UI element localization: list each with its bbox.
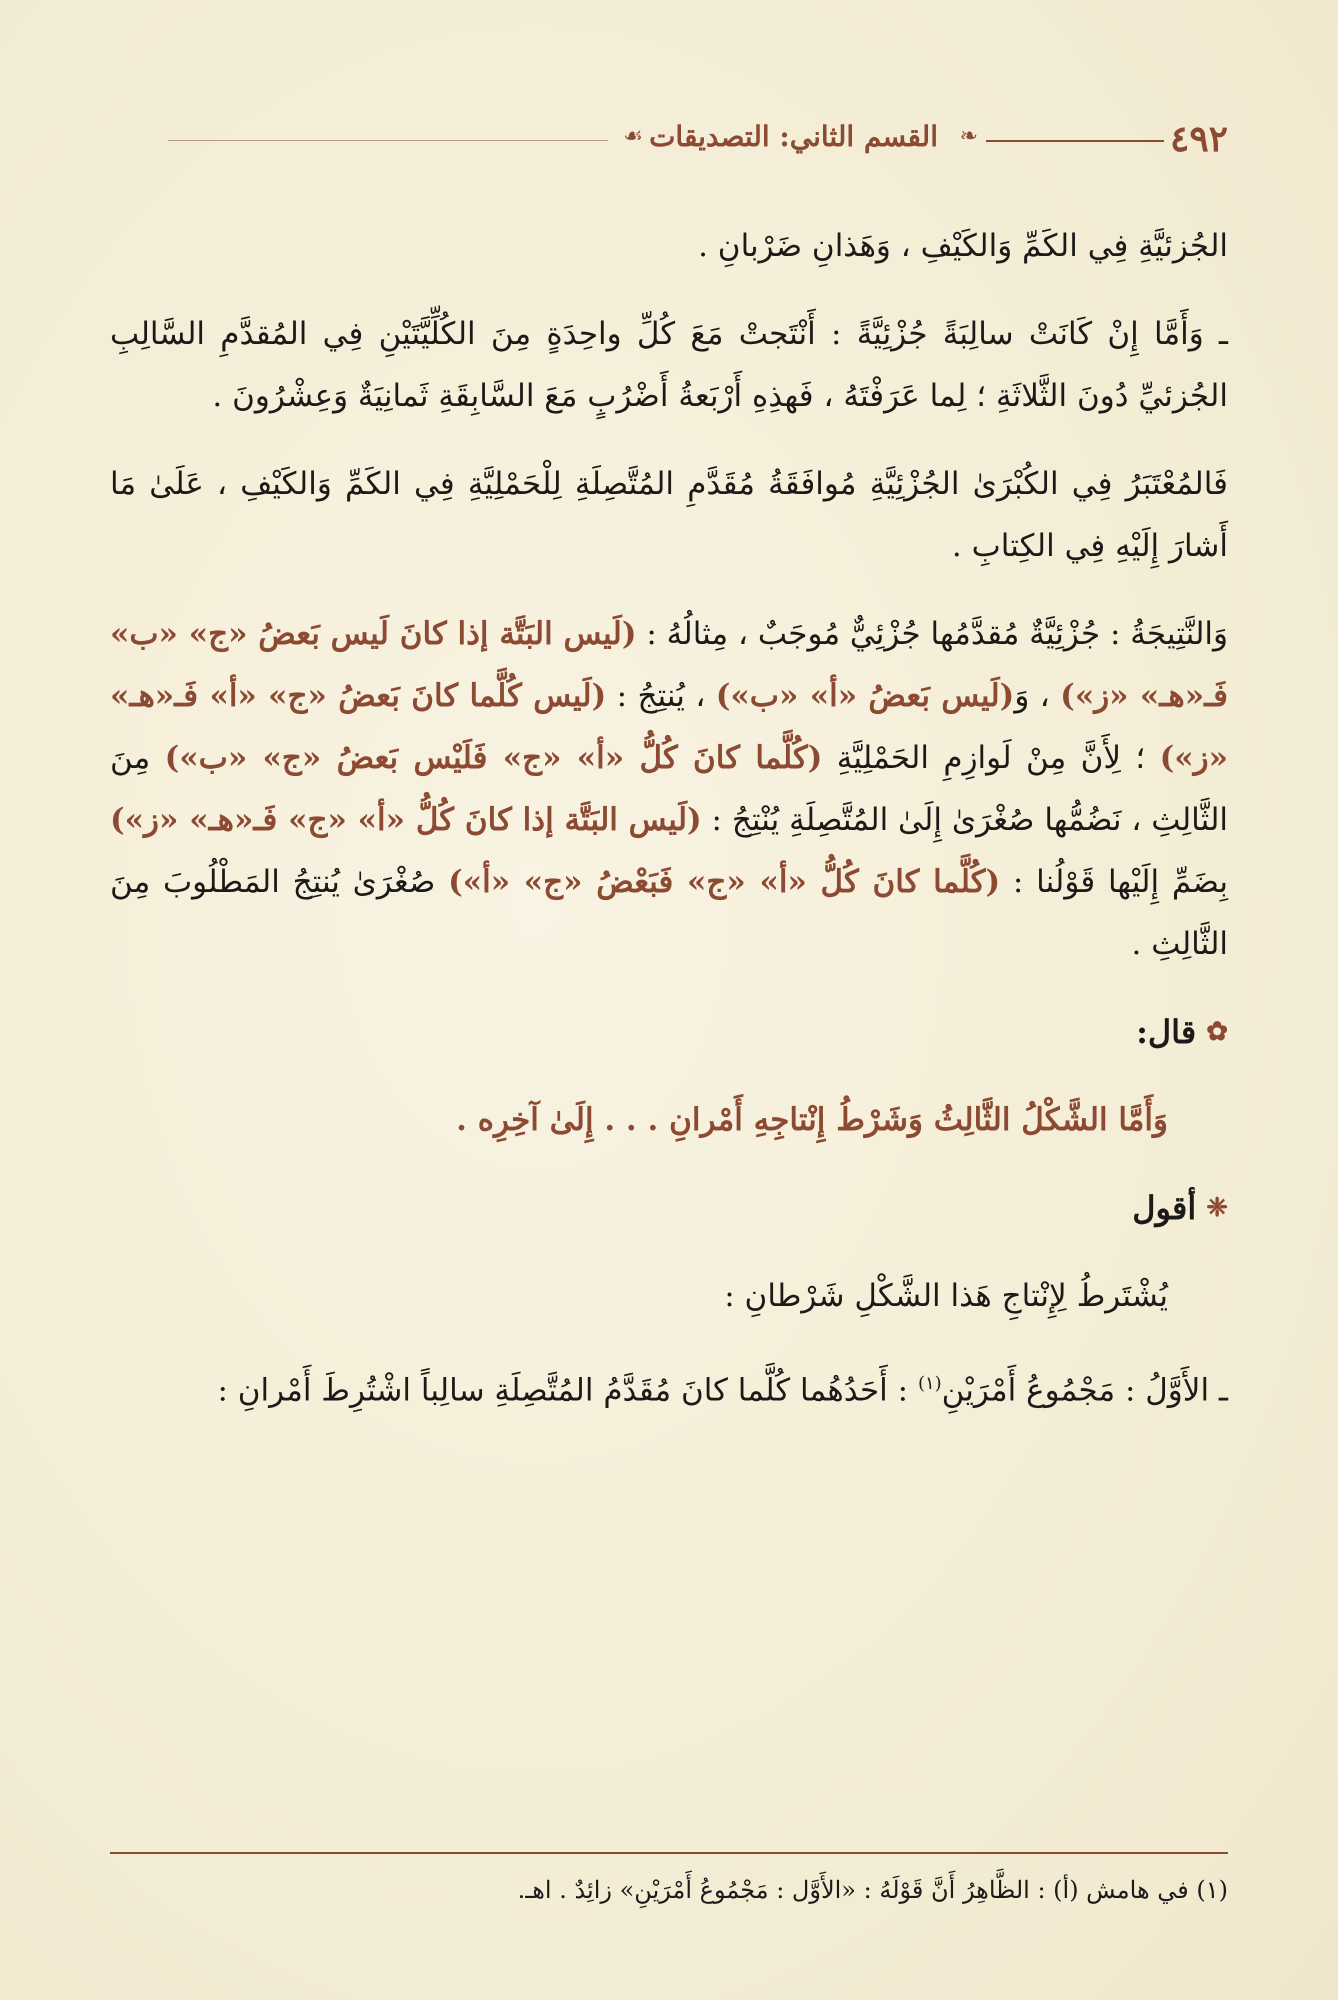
aqul-label: أقول <box>1132 1189 1197 1227</box>
example-red: (كُلَّما كانَ كُلُّ «أ» «ج» فَبَعْضُ «ج» «أ») <box>448 864 1001 900</box>
page-number: ٤٩٢ <box>1169 118 1228 160</box>
example-red: (لَيس البَتَّة إذا كانَ كُلُّ «أ» «ج» فَـ«هـ» «ز») <box>110 802 702 838</box>
qal-label: قال: <box>1136 1013 1197 1051</box>
matn-quote: وَأَمَّا الشَّكْلُ الثَّالِثُ وَشَرْطُ إِنْتاجِهِ أَمْرانِ . . . إِلَىٰ آخِرِه . <box>456 1102 1168 1138</box>
text-run: ، يُنتِجُ : <box>606 678 716 714</box>
example-red: (لَيس البَتَّة إذا كانَ لَيس بَعضُ «ج» «ب» فَـ«هـ» «ز») <box>109 616 1228 714</box>
paragraph <box>110 1353 1228 1421</box>
footnote-number: (١) <box>1196 1876 1228 1904</box>
footnote-rule <box>110 1852 1228 1854</box>
example-red: (لَيس كُلَّما كانَ بَعضُ «ج» «أ» فَـ«هـ» «ز») <box>110 678 1229 776</box>
main-text <box>110 215 1228 1447</box>
section-title: القسم الثاني: التصديقات <box>649 120 938 153</box>
text-run: : أَحَدُهُما كُلَّما كانَ مُقَدَّمُ المُتَّصِلَةِ سالِباً اشْتُرِطَ أَمْرانِ : <box>217 1372 918 1409</box>
star-icon: ❈ <box>1206 1193 1228 1223</box>
text-run: بِضَمِّ إِلَيْها قَوْلُنا : <box>1000 864 1228 900</box>
example-red: (لَيس بَعضُ «أ» «ب») <box>715 678 1015 714</box>
example-red: (كُلَّما كانَ كُلُّ «أ» «ج» فَلَيْس بَعضُ «ج» «ب») <box>164 740 823 776</box>
text-run: ، وَ <box>1014 678 1061 714</box>
text-run: وَالنَّتِيجَةُ : جُزْئِيَّةٌ مُقدَّمُها جُزْئِيٌّ مُوجَبٌ ، مِثالُهُ : <box>636 616 1228 652</box>
text-run: مِنَ الثَّالِثِ ، نَضُمُّها صُغْرَىٰ إِلَىٰ المُتَّصِلَةِ يُنْتِجُ : <box>110 740 1229 838</box>
ornament-icon: ☙ <box>623 124 643 149</box>
text-run: ـ الأَوَّلُ : مَجْمُوعُ أَمْرَيْنِ <box>941 1372 1228 1409</box>
header-rule-left <box>168 140 608 141</box>
ornament-icon: ❧ <box>959 124 978 149</box>
footnote-ref[interactable]: (١) <box>917 1373 942 1394</box>
running-header <box>110 118 1228 158</box>
header-rule-right <box>986 140 1164 142</box>
paragraph: فَالمُعْتَبَرُ فِي الكُبْرَىٰ الجُزْئِيَّةِ مُوافَقَةُ مُقَدَّمِ المُتَّصِلَةِ لِلْحَمْلِيَّةِ فِي الكَمِّ وَالكَيْفِ ، عَلَىٰ مَا أَشارَ إِلَيْهِ فِي الكِتابِ . <box>110 466 1228 564</box>
flower-icon: ✿ <box>1206 1017 1228 1047</box>
paragraph <box>110 603 1228 975</box>
aqul-heading <box>110 1177 1228 1239</box>
text-run: صُغْرَىٰ يُنتِجُ المَطْلُوبَ مِنَ الثَّالِثِ . <box>110 864 1228 962</box>
qal-heading <box>110 1001 1228 1063</box>
paragraph: الجُزئيَّةِ فِي الكَمِّ وَالكَيْفِ ، وَهَذانِ ضَرْبانِ . <box>698 228 1228 264</box>
paragraph: ـ وَأَمَّا إِنْ كَانَتْ سالِبَةً جُزْئِيَّةً : أَنْتَجتْ مَعَ كُلِّ واحِدَةٍ مِنَ الكُلِّيَّتَيْنِ فِي المُقدَّمِ السَّالِبِ الجُزئيِّ دُونَ الثَّلاثَةِ ؛ لِما عَرَفْتَهُ ، فَهذِهِ أَرْبَعةُ أَضْرُبٍ مَعَ السَّابِقَةِ ثَمانِيَةٌ وَعِشْرُونَ . <box>110 316 1228 414</box>
paragraph: يُشْتَرطُ لِإِنْتاجِ هَذا الشَّكْلِ شَرْطانِ : <box>724 1278 1168 1314</box>
text-run: ؛ لِأَنَّ مِنْ لَوازِمِ الحَمْلِيَّةِ <box>822 740 1160 776</box>
footnote <box>110 1870 1228 1910</box>
footnote-text: في هامش (أ) : الظَّاهِرُ أَنَّ قَوْلَهُ : «الأَوَّل : مَجْمُوعُ أَمْرَيْنِ» زائِدٌ . اهـ. <box>517 1876 1189 1904</box>
